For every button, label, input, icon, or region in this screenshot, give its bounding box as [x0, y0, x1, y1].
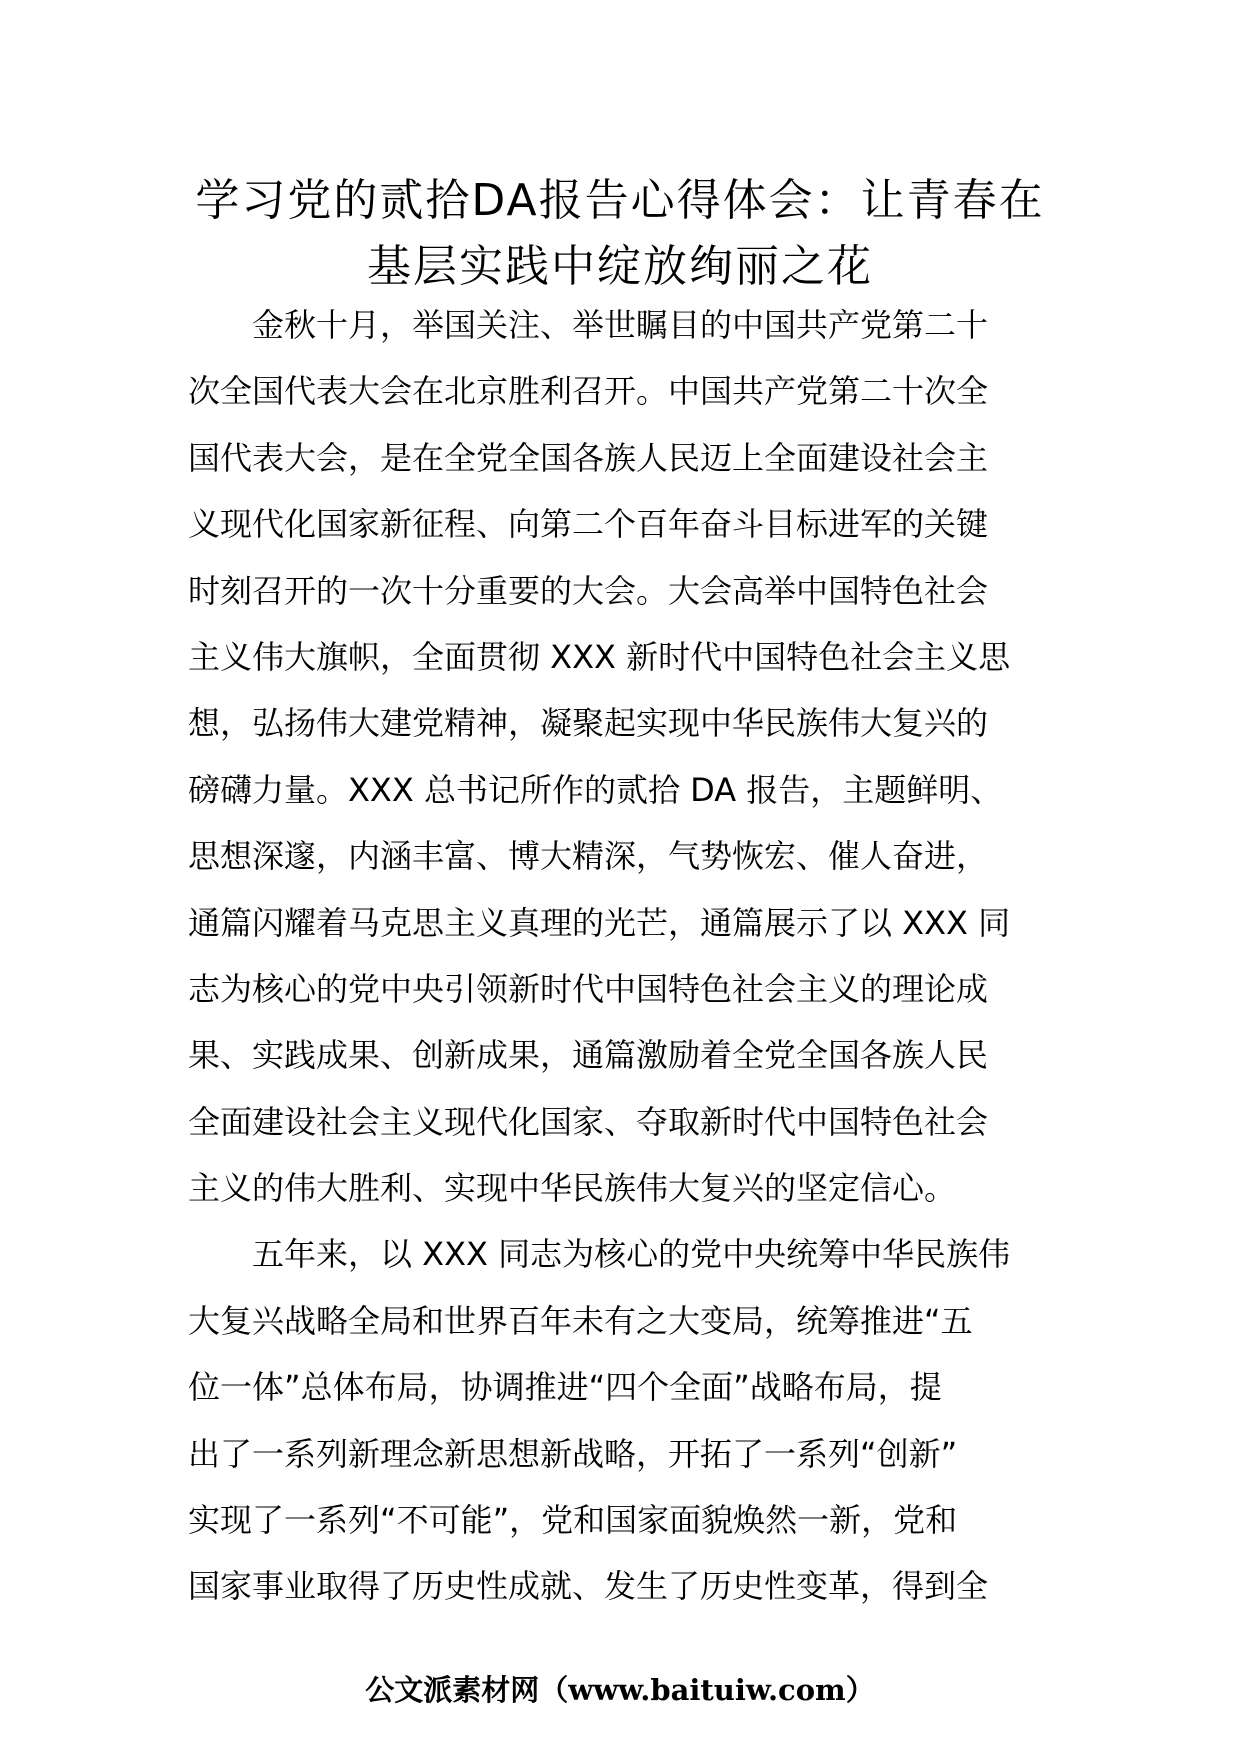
paragraph-line: 义现代化国家新征程、向第二个百年奋斗目标进军的关键 [188, 505, 989, 544]
paragraph-line: 全面建设社会主义现代化国家、夺取新时代中国特色社会 [188, 1102, 989, 1141]
paragraph-line: 出了一系列新理念新思想新战略，开拓了一系列“创新” [188, 1434, 958, 1473]
paragraph-line: 大复兴战略全局和世界百年未有之大变局，统筹推进“五 [188, 1301, 973, 1340]
title-line-2: 基层实践中绽放绚丽之花 [367, 241, 873, 292]
paragraph-line: 时刻召开的一次十分重要的大会。大会高举中国特色社会 [188, 571, 989, 610]
paragraph-line: 国家事业取得了历史性成就、发生了历史性变革，得到全 [188, 1567, 989, 1606]
paragraph-line: 通篇闪耀着马克思主义真理的光芒，通篇展示了以 XXX 同 [188, 903, 1011, 942]
paragraph-line: 金秋十月，举国关注、举世瞩目的中国共产党第二十 [252, 306, 989, 344]
paragraph-line: 位一体”总体布局，协调推进“四个全面”战略布局，提 [188, 1368, 942, 1407]
paragraph-line: 想，弘扬伟大建党精神，凝聚起实现中华民族伟大复兴的 [188, 704, 989, 743]
paragraph-line: 五年来，以 XXX 同志为核心的党中央统筹中华民族伟 [252, 1235, 1011, 1274]
page-footer-source: 公文派素材网（www.baituiw.com） [365, 1673, 875, 1707]
paragraph-line: 次全国代表大会在北京胜利召开。中国共产党第二十次全 [188, 372, 989, 411]
paragraph-1 [188, 292, 1056, 1221]
document-title [150, 168, 1090, 300]
paragraph-line: 主义的伟大胜利、实现中华民族伟大复兴的坚定信心。 [188, 1169, 957, 1208]
paragraph-line: 国代表大会，是在全党全国各族人民迈上全面建设社会主 [188, 438, 989, 477]
paragraph-2 [188, 1221, 1056, 1619]
title-line-1: 学习党的贰拾DA报告心得体会：让青春在 [195, 175, 1045, 226]
paragraph-line: 志为核心的党中央引领新时代中国特色社会主义的理论成 [188, 969, 989, 1008]
paragraph-line: 实现了一系列“不可能”，党和国家面貌焕然一新，党和 [188, 1501, 958, 1540]
paragraph-line: 果、实践成果、创新成果，通篇激励着全党全国各族人民 [188, 1036, 989, 1075]
paragraph-line: 磅礴力量。XXX 总书记所作的贰拾 DA 报告，主题鲜明、 [188, 770, 1003, 809]
paragraph-line: 主义伟大旗帜，全面贯彻 XXX 新时代中国特色社会主义思 [188, 637, 1011, 676]
document-body [188, 292, 1056, 1620]
paragraph-line: 思想深邃，内涵丰富、博大精深，气势恢宏、催人奋进， [188, 837, 989, 876]
